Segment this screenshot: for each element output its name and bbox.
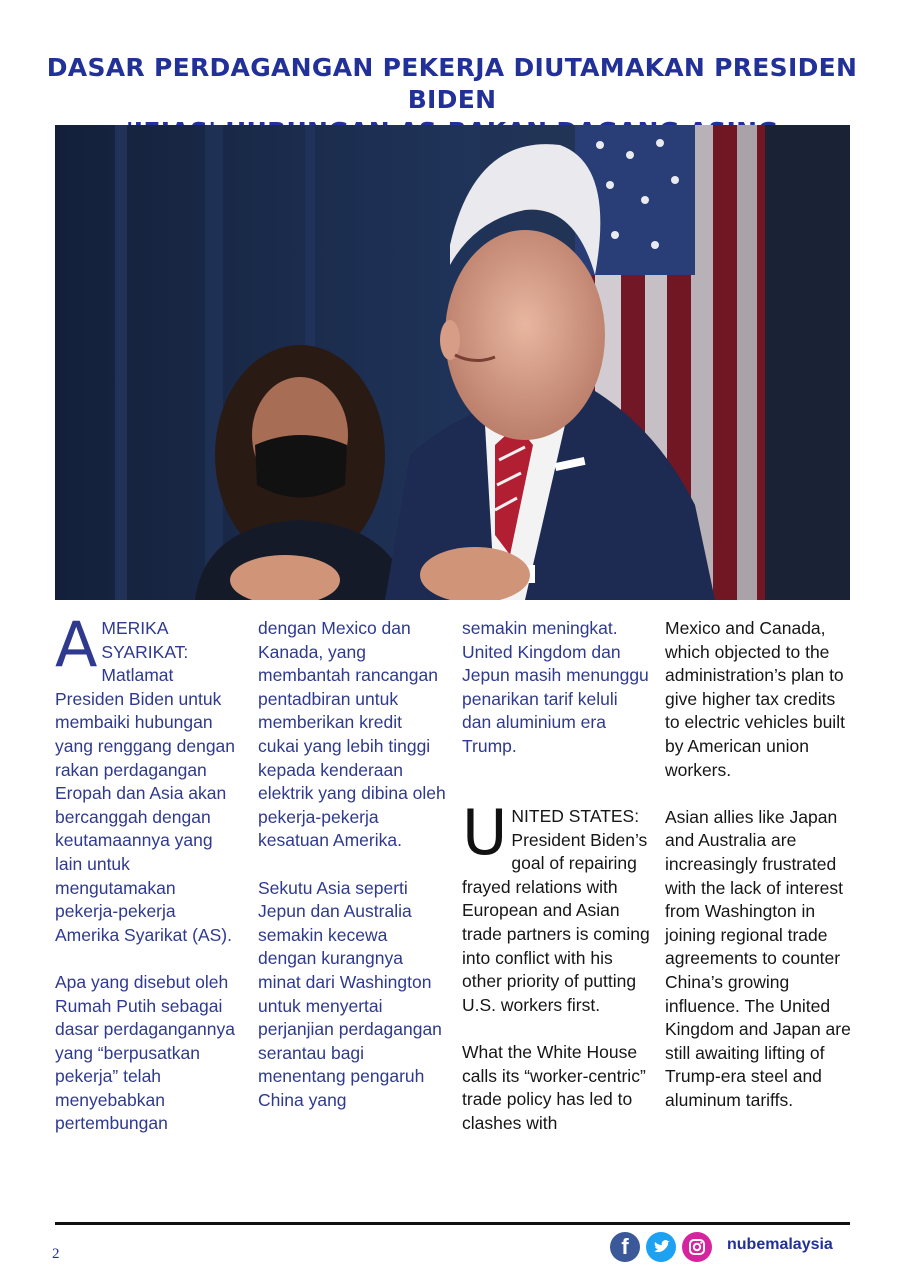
column-1-malay (55, 608, 243, 1160)
drop-cap: A (55, 608, 98, 681)
article-paragraph: Apa yang disebut oleh Rumah Putih sebagai dasar perdagangannya yang “berpusatkan pekerja” telah menyebabkan pertembungan (55, 971, 236, 1134)
column-4-english (665, 617, 853, 1136)
article-paragraph: Sekutu Asia seperti Jepun dan Australia semakin kecewa dengan kurangnya minat dari Washington untuk menyertai perjanjian perdagangan serantau bagi menentang pengaruh China yang (258, 877, 442, 1110)
twitter-icon[interactable] (646, 1232, 676, 1262)
article-paragraph: What the White House calls its “worker-centric” trade policy has led to clashes with (462, 1041, 646, 1133)
article-paragraph: UNITED STATES: President Biden’s goal of repairing frayed relations with European and Asian trade partners is coming into conflict with his other priority of putting U.S. workers first. (462, 796, 650, 1015)
column-3-english (462, 796, 650, 1159)
hero-photo (55, 125, 850, 600)
page-number: 2 (52, 1246, 60, 1262)
column-2-malay (258, 617, 446, 1136)
drop-cap: U (462, 796, 508, 869)
article-paragraph: Mexico and Canada, which objected to the administration’s plan to give higher tax credits to electric vehicles built by American union workers. (665, 618, 845, 780)
facebook-icon[interactable]: f (610, 1232, 640, 1262)
footer-divider (55, 1222, 850, 1225)
article-paragraph: Asian allies like Japan and Australia are increasingly frustrated with the lack of interest from Washington in joining regional trade agreements to counter China’s growing influence. The United Kingdom and Japan are still awaiting lifting of Trump-era steel and aluminum tariffs. (665, 806, 851, 1110)
column-3-malay (462, 617, 650, 782)
headline-line-1: DASAR PERDAGANGAN PEKERJA DIUTAMAKAN PRESIDEN BIDEN (46, 53, 858, 114)
social-handle[interactable]: nubemalaysia (727, 1236, 833, 1253)
article-paragraph: dengan Mexico dan Kanada, yang membantah rancangan pentadbiran untuk memberikan kredit cukai yang lebih tinggi kepada kenderaan elektrik yang dibina oleh pekerja-pekerja kesatuan Amerika. (258, 618, 446, 851)
article-paragraph: semakin meningkat. United Kingdom dan Jepun masih menunggu penarikan tarif keluli dan aluminium era Trump. (462, 618, 649, 756)
article-paragraph: AMERIKA SYARIKAT: Matlamat Presiden Biden untuk membaiki hubungan yang renggang dengan rakan perdagangan Eropah dan Asia akan bercanggah dengan keutamaannya yang lain untuk mengutamakan pekerja-pekerja Amerika Syarikat (AS). (55, 608, 236, 945)
instagram-icon[interactable] (682, 1232, 712, 1262)
